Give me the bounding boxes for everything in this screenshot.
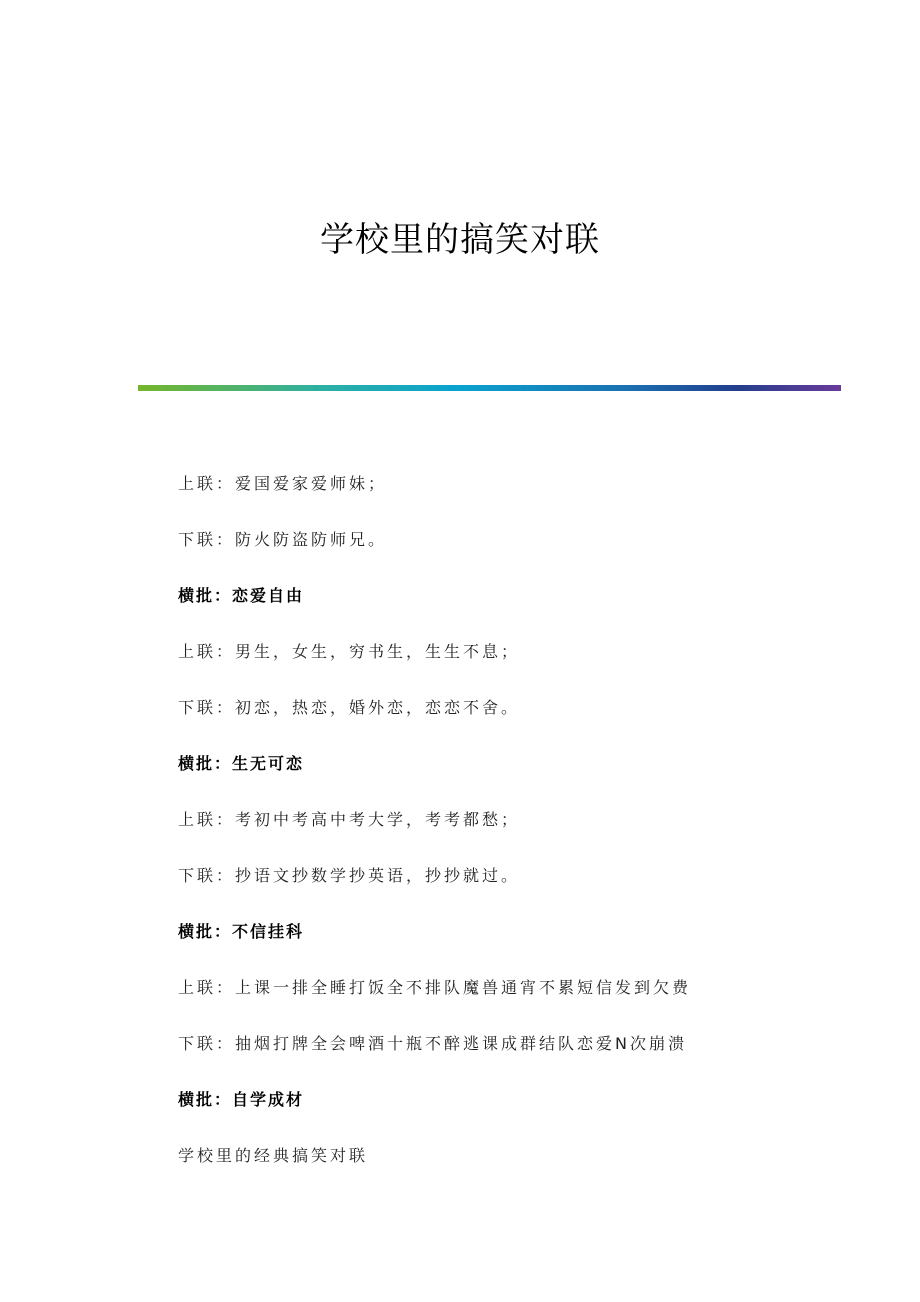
couplet-banner: 横批：不信挂科 (178, 922, 305, 941)
couplet-banner: 横批：生无可恋 (178, 754, 305, 773)
document-title: 学校里的搞笑对联 (320, 220, 600, 260)
couplet-banner: 横批：自学成材 (178, 1090, 305, 1109)
couplet-list (178, 470, 878, 1198)
couplet-line: 下联：初恋，热恋，婚外恋，恋恋不舍。 (178, 698, 521, 717)
couplet-line: 上联：考初中考高中考大学，考考都愁； (178, 810, 521, 829)
couplet-line: 下联：抄语文抄数学抄英语，抄抄就过。 (178, 866, 521, 885)
section-heading: 学校里的经典搞笑对联 (178, 1146, 369, 1165)
couplet-line: 上联：上课一排全睡打饭全不排队魔兽通宵不累短信发到欠费 (178, 978, 692, 997)
couplet-line: 下联：抽烟打牌全会啤酒十瓶不醉逃课成群结队恋爱N次崩溃 (178, 1034, 687, 1053)
couplet-line: 上联：男生，女生，穷书生，生生不息； (178, 642, 521, 661)
couplet-banner: 横批：恋爱自由 (178, 586, 305, 605)
couplet-line: 上联：爱国爱家爱师妹； (178, 474, 388, 493)
couplet-line: 下联：防火防盗防师兄。 (178, 530, 388, 549)
gradient-divider (138, 385, 841, 391)
